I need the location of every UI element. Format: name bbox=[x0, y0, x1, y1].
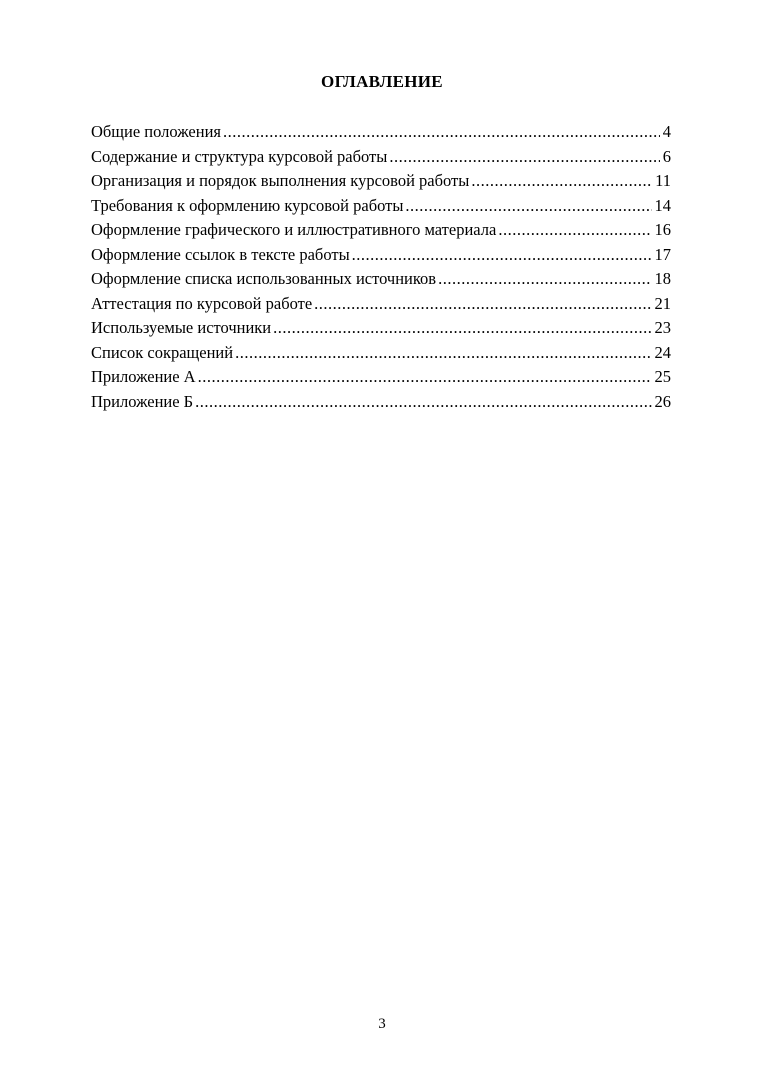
toc-entry-title: Приложение Б bbox=[91, 391, 194, 411]
toc-entry-page: 14 bbox=[654, 195, 671, 215]
toc-dot-leader bbox=[195, 390, 651, 415]
toc-entry-title: Оформление графического и иллюстративного материала bbox=[91, 220, 497, 239]
toc-entry-page: 25 bbox=[654, 367, 671, 386]
toc-dot-leader bbox=[314, 292, 651, 317]
toc-entry-title: Организация и порядок выполнения курсовой работы bbox=[91, 171, 470, 190]
toc-entry-page: 18 bbox=[654, 269, 671, 288]
toc-entry-title: Оформление ссылок в тексте работы bbox=[91, 244, 350, 264]
toc-entry-page: 17 bbox=[654, 244, 671, 264]
toc-entry-page: 4 bbox=[662, 122, 671, 141]
toc-entry-page: 16 bbox=[654, 220, 671, 239]
toc-title: ОГЛАВЛЕНИЕ bbox=[321, 72, 443, 91]
toc-entry-page: 21 bbox=[654, 293, 671, 313]
toc-entry[interactable] bbox=[91, 365, 671, 390]
toc-entry-page: 26 bbox=[654, 391, 671, 411]
page-number: 3 bbox=[378, 1016, 386, 1032]
toc-entry[interactable] bbox=[91, 218, 671, 243]
toc-dot-leader bbox=[405, 194, 651, 219]
toc-entry[interactable] bbox=[91, 267, 671, 292]
toc-entry-title: Приложение А bbox=[91, 367, 196, 386]
toc-entry-title: Требования к оформлению курсовой работы bbox=[91, 195, 404, 215]
toc-dot-leader bbox=[471, 169, 652, 194]
toc-dot-leader bbox=[198, 365, 652, 390]
toc-entry[interactable] bbox=[91, 145, 671, 170]
toc-entry-title: Используемые источники bbox=[91, 318, 272, 337]
toc-entry-title: Аттестация по курсовой работе bbox=[91, 293, 313, 313]
toc-entry-title: Общие положения bbox=[91, 122, 221, 141]
toc-entry-title: Оформление списка использованных источников bbox=[91, 269, 437, 288]
toc-entry-title: Список сокращений bbox=[91, 342, 234, 362]
toc-entry-title: Содержание и структура курсовой работы bbox=[91, 146, 388, 166]
toc-entry[interactable] bbox=[91, 292, 671, 317]
toc-entry[interactable] bbox=[91, 243, 671, 268]
toc-entry[interactable] bbox=[91, 169, 671, 194]
table-of-contents bbox=[91, 120, 671, 414]
toc-entry[interactable] bbox=[91, 316, 671, 341]
toc-dot-leader bbox=[273, 316, 651, 341]
toc-dot-leader bbox=[438, 267, 651, 292]
toc-entry-page: 6 bbox=[662, 146, 671, 166]
toc-dot-leader bbox=[235, 341, 651, 366]
toc-entry[interactable] bbox=[91, 120, 671, 145]
toc-entry[interactable] bbox=[91, 341, 671, 366]
toc-entry-page: 23 bbox=[654, 318, 671, 337]
toc-entry[interactable] bbox=[91, 194, 671, 219]
toc-entry-page: 24 bbox=[654, 342, 671, 362]
toc-dot-leader bbox=[389, 145, 659, 170]
toc-entry[interactable] bbox=[91, 390, 671, 415]
toc-entry-page: 11 bbox=[655, 171, 671, 190]
toc-dot-leader bbox=[498, 218, 651, 243]
toc-dot-leader bbox=[352, 243, 652, 268]
toc-dot-leader bbox=[223, 120, 660, 145]
